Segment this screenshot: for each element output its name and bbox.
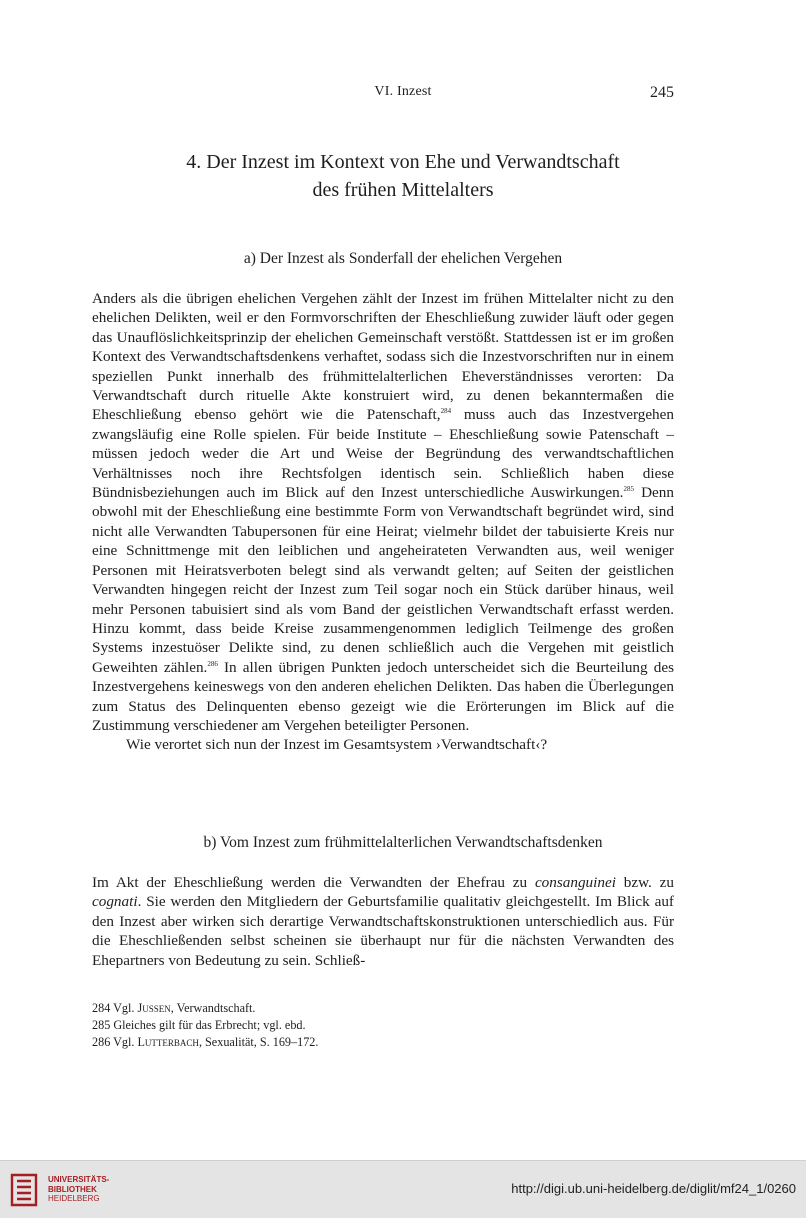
footnote-text: 284 Vgl.	[92, 1001, 138, 1015]
section-heading-a: a) Der Inzest als Sonderfall der ehelichen Vergehen	[243, 250, 563, 267]
footnote-text: 286 Vgl.	[92, 1034, 138, 1049]
chapter-title-line-1: 4. Der Inzest im Kontext von Ehe und Verwandtschaft	[186, 151, 620, 173]
library-logo-icon	[8, 1169, 42, 1211]
library-logo[interactable]	[8, 1169, 118, 1211]
running-head: VI. Inzest	[374, 84, 432, 99]
footnote-ref-284[interactable]: 284	[440, 407, 452, 416]
footnote-ref-285[interactable]: 285	[623, 485, 634, 494]
footnote-286	[92, 1034, 674, 1051]
text-run: In allen übrigen Punkten jedoch unterscheidet sich die Beurteilung des Inzestvergehens keineswegs von den anderen ehelichen Delikten. Das haben die Überlegungen zum Status des Delinquenten ebenso gezeigt wie die Erörterungen im Blick auf die Zustimmung verschiedener am Vergehen beteiligter Personen.	[92, 658, 674, 734]
footnotes	[92, 1000, 674, 1050]
text-run: Im Akt der Eheschließung werden die Verwandten der Ehefrau zu	[92, 874, 535, 891]
permalink-url[interactable]: http://digi.ub.uni-heidelberg.de/diglit/mf24_1/0260	[511, 1181, 796, 1196]
term-cognati: cognati	[92, 893, 138, 911]
page-number: 245	[650, 84, 674, 101]
footnote-author: Jussen	[137, 1001, 171, 1015]
term-consanguinei: consanguinei	[534, 874, 616, 891]
logo-line: UNIVERSITÄTS-	[48, 1175, 110, 1184]
text-run: Anders als die übrigen ehelichen Vergehen zählt der Inzest im frühen Mittelalter nicht zu den ehelichen Delikten, weil er den Formvorschriften der Eheschließung zuwider läuft oder gegen das Unauflöslichkeitsprinzip der ehelichen Gemeinschaft verstößt. Stattdessen ist er im großen Kontext des Verwandtschaftsdenkens verhaftet, sodass sich die Inzestvorschriften nur in einem speziellen Punkt innerhalb des frühmittelalterlichen Eheverständnisses verorten: Da Verwandtschaft durch rituelle Akte konstruiert wird, zu denen bekanntermaßen die Eheschließung ebenso gehört wie die Patenschaft,	[92, 290, 674, 424]
section-b-text	[92, 873, 674, 970]
section-a-paragraph-2: Wie verortet sich nun der Inzest im Gesamtsystem ›Verwandtschaft‹?	[126, 736, 548, 754]
section-a-text	[92, 289, 674, 755]
footnote-ref-286[interactable]: 286	[207, 659, 218, 668]
chapter-title	[0, 148, 806, 204]
text-run: muss auch das Inzestvergehen zwangsläufig eine Rolle spielen. Für beide Institute – Eheschließung sowie Patenschaft – müssen jedoch weder die Art und Weise der Begründung des verwandtschaftlichen Verhältnisses noch ihre Rechtsfolgen identisch sein. Schließlich haben diese Bündnisbeziehungen auch im Blick auf den Inzest unterschiedliche Auswirkungen.	[92, 406, 674, 502]
text-run: . Sie werden den Mitgliedern der Geburtsfamilie qualitativ gleichgestellt. Im Blick auf den Inzest aber wirken sich derartige Verwandtschaftskonstruktionen unterschiedlich aus. Für die Eheschließenden selbst scheinen sie überhaupt nur für die nächsten Verwandten des Ehepartners von Bedeutung zu sein. Schließ-	[92, 893, 674, 969]
text-run: Denn obwohl mit der Eheschließung eine bestimmte Form von Verwandtschaft begründet wird, sind nicht alle Verwandten Tabupersonen für eine Heirat; vielmehr bildet der tabuisierte Kreis nur eine Schnittmenge mit den leiblichen und angeheirateten Verwandten aus, weil weniger Personen mit Heiratsverboten belegt sind als verwandt gelten; auf Seiten der geistlichen Verwandten hingegen reicht der Inzest zum Teil sogar noch ein Stück darüber hinaus, weil mehr Personen tabuisiert sind als vom Band der geistlichen Verwandtschaft erfasst werden. Hinzu kommt, dass beide Kreise zusammengenommen lediglich Teilmenge des großen Systems inzestuöser Delikte sind, zu denen schließlich auch die Vergehen mit geistlich Geweihten zählen.	[92, 484, 674, 676]
section-heading-b: b) Vom Inzest zum frühmittelalterlichen Verwandtschaftsdenken	[203, 834, 603, 851]
text-run: bzw. zu	[615, 874, 674, 891]
footnote-284	[92, 1000, 674, 1017]
library-logo-text	[48, 1175, 109, 1204]
section-a-paragraph-1	[92, 289, 674, 735]
viewer-footer-bar	[0, 1160, 806, 1218]
footnote-285: 285 Gleiches gilt für das Erbrecht; vgl. ebd.	[92, 1017, 306, 1032]
footnote-text: , Sexualität, S. 169–172.	[198, 1034, 319, 1049]
footnote-text: , Verwandtschaft.	[170, 1001, 256, 1015]
logo-line: BIBLIOTHEK	[48, 1184, 97, 1194]
logo-line: HEIDELBERG	[48, 1194, 100, 1203]
section-b-paragraph-1	[92, 873, 674, 970]
footnote-author: Lutterbach	[137, 1034, 199, 1049]
chapter-title-line-2: des frühen Mittelalters	[312, 179, 494, 201]
